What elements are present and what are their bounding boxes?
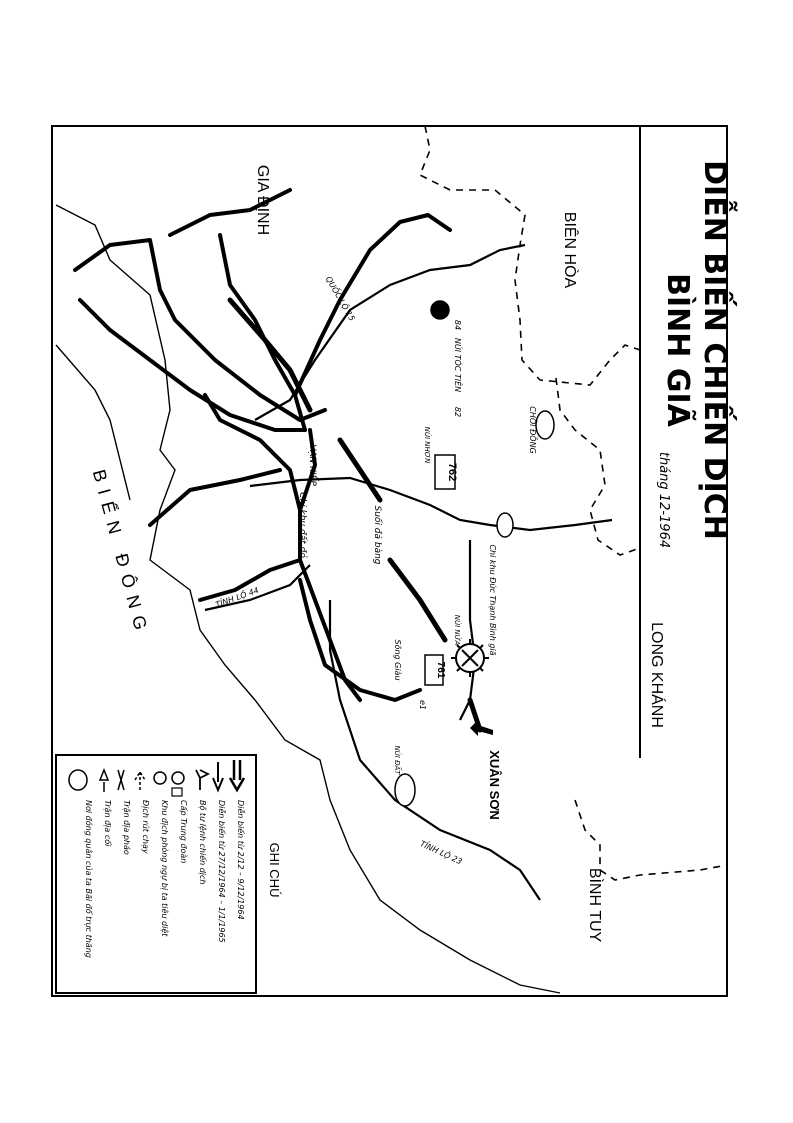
svg-text:762: 762 xyxy=(446,462,458,482)
svg-text:Diễn biến từ 2/12 – 9/12/1964: Diễn biến từ 2/12 – 9/12/1964 xyxy=(236,800,245,920)
label-nui-dat: NÚI ĐẤT xyxy=(393,745,401,775)
region-bien-dong: BIỂN ĐÔNG xyxy=(88,467,153,640)
svg-text:Bộ tư lệnh chiến dịch: Bộ tư lệnh chiến dịch xyxy=(198,800,207,885)
label-chi-khu-duc-thanh: Chi khu Đức Thạnh Bình giã xyxy=(488,544,497,656)
label-nui-nua: NÚI NỬA xyxy=(453,614,461,646)
hill-761-box xyxy=(425,655,446,685)
label-suoi-da-bang: Suối đá bàng xyxy=(372,505,382,565)
label-nui-toc-tien: NÚI TÓC TIÊN xyxy=(453,337,462,393)
label-quoc-lo-15: QUỐC LỘ 15 xyxy=(323,274,357,323)
svg-text:Nơi đóng quân của ta Bãi đổ tr: Nơi đóng quân của ta Bãi đổ trực thăng xyxy=(84,800,93,958)
label-post-82: 82 xyxy=(453,406,462,418)
duc-thanh-position xyxy=(497,513,513,537)
region-gia-dinh: GIA ĐỊNH xyxy=(254,164,271,236)
svg-text:761: 761 xyxy=(435,661,446,679)
label-nui-nhon: NÚI NHƠN xyxy=(423,426,431,464)
title-line1: DIỄN BIẾN CHIẾN DỊCH xyxy=(697,160,732,540)
region-long-khanh: LONG KHÁNH xyxy=(648,622,665,728)
label-van-kiep: VẠN KIẾP xyxy=(307,444,317,486)
legend-heading: GHI CHÚ xyxy=(267,842,282,898)
label-chi-khu-dat-do: Chi khu đất đỏ xyxy=(297,492,307,558)
label-song-giau: Sông Giàu xyxy=(393,639,402,681)
label-choi-dong: CHÒI ĐỒNG xyxy=(528,406,537,454)
hill-762-box xyxy=(435,455,458,489)
svg-text:Cấp Trung đoàn: Cấp Trung đoàn xyxy=(179,800,188,864)
title-block xyxy=(656,160,738,548)
choi-dong-position xyxy=(536,411,554,439)
svg-text:Trận địa cối: Trận địa cối xyxy=(103,800,112,847)
label-tinh-lo-23: TỈNH LỘ 23 xyxy=(418,839,464,867)
svg-text:Trận địa pháo: Trận địa pháo xyxy=(122,800,131,855)
toc-tien-position xyxy=(431,301,449,319)
title-date: tháng 12-1964 xyxy=(656,451,671,549)
region-binh-tuy: BÌNH TUY xyxy=(586,867,603,943)
nui-dat-position xyxy=(395,774,415,806)
region-bien-hoa: BIÊN HÒA xyxy=(561,211,578,289)
svg-text:Khu địch phòng ngự bị ta tiêu: Khu địch phòng ngự bị ta tiêu diệt xyxy=(160,800,169,937)
label-post-e1: e1 xyxy=(418,699,427,711)
xuan-son-arrow-icon xyxy=(470,720,493,736)
label-post-84: 84 xyxy=(453,319,462,331)
title-line2: BÌNH GIÃ xyxy=(660,273,695,427)
label-xuan-son: XUÂN SƠN xyxy=(487,750,502,820)
svg-text:Địch rút chạy: Địch rút chạy xyxy=(141,800,150,854)
label-tinh-lo-44: TỈNH LỘ 44 xyxy=(214,585,260,610)
svg-text:Diễn biến từ 27/12/1964 – 1/1/: Diễn biến từ 27/12/1964 – 1/1/1965 xyxy=(217,800,226,943)
